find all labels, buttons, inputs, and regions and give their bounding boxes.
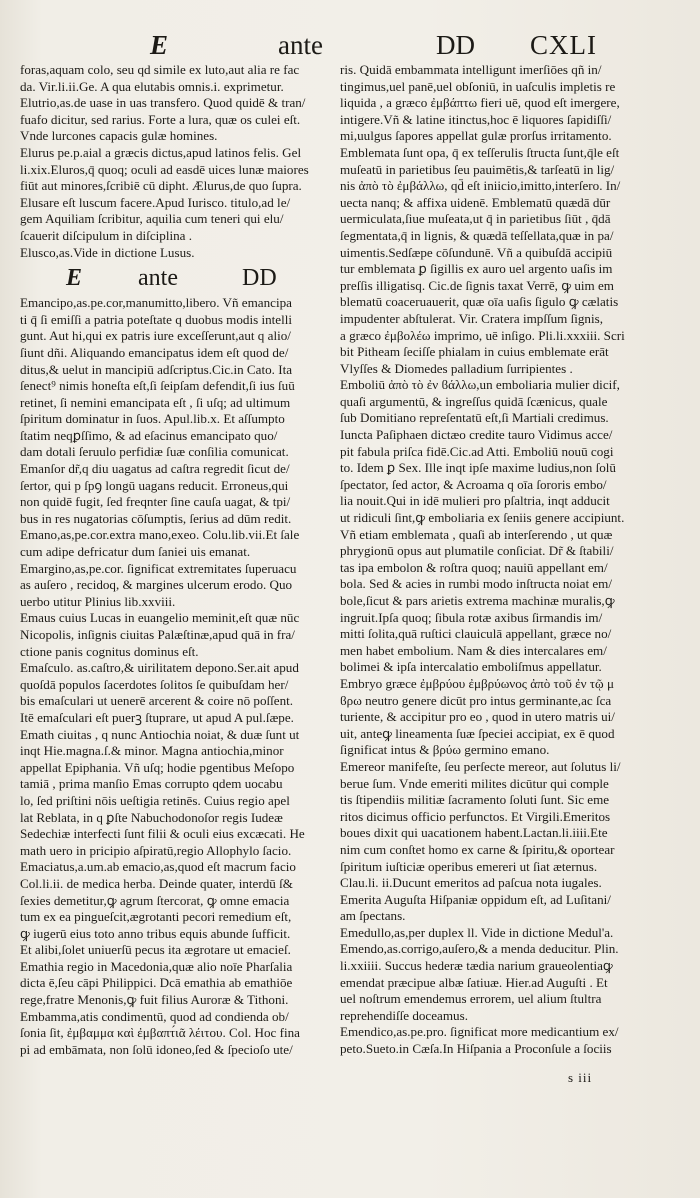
text-line: lo, ſed priſtini nōis ueſtigia retinēs. Cuius regio apel — [20, 792, 290, 808]
subhead-letter: E — [66, 265, 83, 292]
text-line: ſcauerit diſcipulum in diſciplina . — [20, 227, 192, 243]
text-line: gem Aquiliam ſcribitur, aquilia cum teneri qui elu/ — [20, 211, 284, 227]
text-line: dicta ē,ſeu cāpi Philippici. Dcā emathia ab emathiōe — [20, 975, 293, 991]
running-head-word: ante — [278, 30, 323, 60]
text-line: to. Idem ꝑ Sex. Ille inqt ipſe maxime ludius,non ſolū — [340, 460, 616, 476]
text-line: Emaſculo. as.caſtro,& uirilitatem depono.Ser.ait apud — [20, 660, 299, 676]
text-line: dam dotali ſeruulo perfidiæ ſuæ conſilia comunicat. — [20, 444, 289, 460]
text-line: Emanſor dr̃,q diu uagatus ad caſtra regredit ſicut de/ — [20, 461, 290, 477]
text-line: non quidē fugit, ſed freqnter ſine cauſa uagat, & tpi/ — [20, 494, 291, 510]
text-line: ſertor, qui p ſpꝯ longū uagans reducit. Erroneus,qui — [20, 477, 289, 493]
text-line: uel noſtrum emendemus errorem, uel alium ſtultra — [340, 991, 602, 1007]
text-line: Emerita Auguſta Hiſpaniæ oppidum eſt, ad Luſitani/ — [340, 891, 611, 907]
text-line: tamiā , prima manſio Emas corrupto qdem uocabu — [20, 776, 283, 792]
text-line: uermiculata,ſiue muſeata,ut q̄ in parietibus ſiūt , q̄dā — [340, 211, 611, 227]
right-column — [340, 62, 666, 1058]
text-line: bola. Sed & acies in rumbi modo inſtructa noiat em/ — [340, 576, 613, 592]
text-line: li.xxiiii. Succus hederæ tædia narium graueolentiaꝙ — [340, 958, 613, 974]
text-line: lat Reblata, in q ꝑſte Nabuchodonoſor regis Iudeæ — [20, 809, 283, 825]
text-line: math uero in pricipio aſpiratū,regio Allophylo ſacio. — [20, 842, 292, 858]
running-head-letter: E — [150, 30, 169, 60]
text-line: liquida , a græco ἐμβάπτω fieri uē, quod eſt imergere, — [340, 95, 620, 111]
text-line: nim cum conſtet homo ex carne & ſpiritu,& oportear — [340, 841, 615, 857]
text-line: tas ipa embolon & roſtra quoq; nauiū appellant em/ — [340, 559, 608, 575]
left-column — [20, 62, 336, 1058]
text-line: ſpiritum iuſticiæ operibus emereri ut ſiat æternus. — [340, 858, 598, 874]
text-line: uecta nanq; & affixa uidenē. Emblematū quædā dūr — [340, 194, 611, 210]
text-line: Embamma,atis condimentū, quod ad condienda ob/ — [20, 1008, 289, 1024]
text-line: bit Pitheam ſeciſſe phialam in cuius emblemate erāt — [340, 344, 609, 360]
text-line: ſub Domitiano repreſentatū eſt,ſi Martiali credimus. — [340, 410, 609, 426]
text-line: muſeatū in parietibus ſeu pauimētis,& tarſeatū in lig/ — [340, 161, 615, 177]
subhead-mark: DD — [242, 265, 277, 292]
text-line: Emargino,as,pe.cor. ſignificat extremitates ſuperuacu — [20, 560, 297, 576]
text-line: Sedechiæ interfecti ſunt filii & oculi eius excæcati. He — [20, 826, 305, 842]
text-line: Itē emaſculari eſt puerꝫ ſtuprare, ut apud A pul.ſæpe. — [20, 709, 294, 725]
text-line: foras,aquam colo, seu qd simile ex luto,aut alia re fac — [20, 62, 300, 77]
text-line: tingimus,uel panē,uel obſoniū, in uaſculis impletis re — [340, 78, 616, 94]
text-line: a græco ἐμβολέω imprimo, uē inſigo. Pli.li.xxxiii. Scri — [340, 327, 625, 343]
text-line: berue ſum. Vnde emeriti milites dicūtur qui comple — [340, 775, 609, 791]
text-line: Vñ etiam emblemata , quaſi ab interſerendo , ut quæ — [340, 526, 613, 542]
text-line: lia nouit.Qui in idē mulieri pro pſaltria, inqt adducit — [340, 493, 610, 509]
running-head — [0, 30, 700, 64]
text-line: blematū coaceruauerit, quæ oīa uaſis ſigulo ꝙ cælatis — [340, 294, 619, 310]
text-line: ſenect⁹ nimis honeſta eſt,ſi ſeipſam defendit,ſi ius ſuū — [20, 378, 295, 394]
text-line: Iuncta Paſiphaen dictæo credite tauro Vidimus acce/ — [340, 427, 613, 443]
text-line: intigere.Vñ & latine itinctus,hoc ē liquores ſapidiſſi/ — [340, 111, 612, 127]
text-line: bis emaſculari ut uenerē arcerent & coire nō poſſent. — [20, 693, 294, 709]
text-line: pi ad embāmata, non ſolū idoneo,ſed & ſpecioſo ute/ — [20, 1041, 293, 1057]
text-line: ris. Quidā embammata intelligunt imerſiōes qñ in/ — [340, 62, 602, 77]
text-line: li.xix.Eluros,q̄ quoq; oculi ad easdē uices lunæ maiores — [20, 161, 309, 177]
text-line: Emancipo,as.pe.cor,manumitto,libero. Vñ emancipa — [20, 295, 292, 311]
text-line: men habet embolium. Nam & dies intercalares em/ — [340, 642, 607, 658]
text-line: Emaus cuius Lucas in euangelio meminit,eſt quæ nūc — [20, 610, 300, 626]
text-line: ritos dicimus officio perfunctos. Et Virgili.Emeritos — [340, 808, 611, 824]
text-line: bole,ſicut & pars arietis extrema machinæ muralis,ꝙ — [340, 593, 615, 608]
text-line: tum ex ea pingueſcit,ægrotanti pecori remedium eſt, — [20, 909, 292, 925]
text-line: quaſi argumentū, & ingreſſus quidā ſcænicus, quale — [340, 393, 608, 409]
text-line: turiente, & accipitur pro eo , quod in utero matris ui/ — [340, 709, 615, 725]
text-line: inqt Hie.magna.ſ.& minor. Magna antiochia,minor — [20, 743, 284, 759]
text-line: Emathia regio in Macedonia,quæ alio noīe Pharſalia — [20, 958, 293, 974]
text-line: tur emblemata ꝑ ſigillis ex auro uel argento uaſis im — [340, 261, 613, 277]
text-line: ctione panis cognitus dominus eſt. — [20, 643, 199, 659]
subhead-word: ante — [138, 265, 178, 292]
text-line: fuafo dicitur, sed rarius. Forte a lura, quæ os culei eſt. — [20, 111, 301, 127]
text-line: phrygionū opus aut plumatile conſiciat. Dr̃ & ſtabili/ — [340, 543, 614, 559]
text-line: am ſpectans. — [340, 908, 406, 924]
text-line: mi,uulgus ſapores appellat gulæ prorſus irritamento. — [340, 128, 612, 144]
text-line: emendat præcipue albæ ſatiuæ. Hier.ad Auguſti . Et — [340, 974, 608, 990]
text-line: uit, anteꝙ lineamenta ſuæ ſpeciei accipiat, ex ē quod — [340, 725, 615, 741]
text-line: Vnde lurcones capacis gulæ homines. — [20, 128, 218, 144]
text-line: rege,fratre Menonis,ꝙ fuit filius Auroræ & Tithoni. — [20, 992, 289, 1008]
text-line: preſſis illigatisq. Cic.de ſignis taxat Verrē, ꝙ uim em — [340, 277, 614, 293]
text-line: Emboliū ἀπὸ τὸ ἐν ϐάλλω,un emboliaria mulier dicif, — [340, 377, 620, 393]
text-line: bus in res nugatorias cōſumptis, ſerius ad dūm redit. — [20, 510, 292, 526]
text-line: retinet, ſi nemini emancipata eſt , ſi uſq; ad ultimum — [20, 394, 291, 410]
text-line: Vlyſſes & Diomedes palladium ſurripientes . — [340, 360, 573, 376]
text-line: uerbo utitur Plinius lib.xxviii. — [20, 593, 176, 609]
text-line: pit fabula priſca fidē.Cic.ad Atti. Emboliū nouū cogi — [340, 443, 614, 459]
text-line: ϐρω neutro genere dicūt pro intus germinante,ac ſca — [340, 692, 612, 708]
text-line: Elurus pe.p.aial a græcis dictus,apud latinos felis. Gel — [20, 144, 302, 160]
folio-number: CXLI — [530, 30, 597, 60]
text-line: ſtatim neqꝑſſimo, & ad eſacinus emancipato quo/ — [20, 427, 278, 443]
text-line: ſonia ſit, ἐμβαμμα καὶ ἐμβαπτ́ιᾶ λέιτου. Col. Hoc fina — [20, 1025, 300, 1041]
text-line: peto.Sueto.in Cæſa.In Hiſpania a Proconſule a ſociis — [340, 1041, 612, 1057]
text-line: ditus,& uelut in mancipiū adſcriptus.Cic.in Cato. Ita — [20, 361, 293, 377]
text-line: reprehendiſſe doceamus. — [340, 1007, 468, 1023]
text-line: cum adipe defricatur dum ſaniei uis emanat. — [20, 544, 251, 560]
running-head-mark: DD — [436, 30, 475, 60]
text-line: bolimei & ipſa intercalatio emboliſmus appellatur. — [340, 659, 602, 675]
text-line: uimentis.Sedſæpe cōſundunē. Vñ a quibuſdā accipiū — [340, 244, 613, 260]
text-line: Et alibi,ſolet uniuerſū pecus ita ægrotare ut emacieſ. — [20, 942, 291, 958]
text-line: nis ἀπὸ τὸ ἐμβάλλω, qd̄ eſt iniicio,imitto,interſero. In/ — [340, 178, 621, 194]
text-line: Elutrio,as.de uase in uas transfero. Quod quidē & tran/ — [20, 95, 306, 111]
text-line: Embryo græce ἐμβρύου ἐμβρύωνος ἀπὸ τοῦ ἐν τῷ μ — [340, 675, 614, 691]
text-line: ut ridiculi ſint,ꝙ emboliaria ex ſeniis genere accipiunt. — [340, 510, 625, 526]
text-line: Nicopolis, inſignis ciuitas Palæſtinæ,apud quā in fra/ — [20, 627, 295, 642]
text-line: ſiunt dñi. Aliquando emancipatus idem eſt quod de/ — [20, 344, 289, 360]
text-line: ſexies demetitur,ꝙ agrum ſtercorat, ꝙ omne emacia — [20, 892, 290, 908]
text-line: gunt. Aut hi,qui ex patris iure exceſſerunt,aut q alio/ — [20, 328, 291, 344]
signature-mark: s iii — [568, 1070, 593, 1085]
text-line: da. Vir.li.ii.Ge. A qua elutabis omnis.i. exprimetur. — [20, 78, 284, 94]
text-line: Elusco,as.Vide in dictione Lusus. — [20, 244, 195, 260]
text-line: appellat Epiphania. Vñ uſq; hodie pgentibus Meſopo — [20, 759, 295, 775]
text-line: Emano,as,pe.cor.extra mano,exeo. Colu.lib.vii.Et ſale — [20, 527, 300, 543]
text-line: ſpiritum dominatur in ſuos. Apul.lib.x. Et aſſumpto — [20, 411, 285, 427]
text-line: Col.li.ii. de medica herba. Deinde quater, interdū ſ& — [20, 875, 293, 891]
text-line: quoſdā populos ſacerdotes ſolitos ſe quibuſdam her/ — [20, 676, 289, 692]
text-line: Emedullo,as,per duplex ll. Vide in dictione Medul'a. — [340, 924, 614, 940]
text-line: Emendico,as.pe.pro. ſignificat more medicantium ex/ — [340, 1024, 619, 1040]
text-line: ſpectator, ſed actor, & Acroama q oīa ſororis embo/ — [340, 476, 607, 492]
text-line: Emendo,as.corrigo,auſero,& a menda deducitur. Plin. — [340, 941, 619, 957]
text-line: Emblemata ſunt opa, q̄ ex teſſerulis ſtructa ſunt,q̄le eſt — [340, 144, 620, 160]
text-line: boues dixit qui uacationem habent.Lactan.li.iiii.Ete — [340, 825, 608, 841]
section-subhead — [20, 261, 336, 295]
text-line: Elusare eſt luscum facere.Apud Iurisco. titulo,ad le/ — [20, 194, 291, 210]
text-line: tis ſtipendiis militiæ ſacramento ſoluti ſunt. Sic eme — [340, 792, 610, 808]
text-line: Clau.li. ii.Ducunt emeritos ad paſcua nota iugales. — [340, 875, 602, 891]
text-line: fiūt aut minores,ſcribiē cū dipht. Ælurus,de quo ſupra. — [20, 178, 302, 194]
text-line: Emaciatus,a.um.ab emacio,as,quod eſt macrum facio — [20, 859, 296, 875]
text-line: ſignificat intus & βρύω germino emano. — [340, 742, 550, 758]
text-line: mitti ſolita,quā ruſtici clauiculā appellant, græce no/ — [340, 626, 612, 642]
text-line: ti q̄ ſi emiſſi a patria poteſtate q duobus modis intelli — [20, 311, 293, 327]
text-line: ſegmentata,q̄ in lignis, & quædā teſſellata,quæ in pa/ — [340, 227, 614, 243]
text-line: as auſero , recidoq, & margines ulcerum erodo. Quo — [20, 577, 293, 593]
text-line: Emath ciuitas , q nunc Antiochia noiat, & duæ ſunt ut — [20, 726, 300, 742]
text-line: Emereor manifeſte, ſeu perſecte mereor, aut ſolutus li/ — [340, 758, 621, 774]
text-line: ꝙ iugerū eius toto anno tribus equis abunde ſufficit. — [20, 925, 291, 941]
text-line: impudenter abſtulerat. Vir. Cratera impſſum ſignis, — [340, 310, 603, 326]
text-line: ingruit.Ipſa quoq; ſibula rotæ axibus ſirmandis im/ — [340, 609, 603, 625]
